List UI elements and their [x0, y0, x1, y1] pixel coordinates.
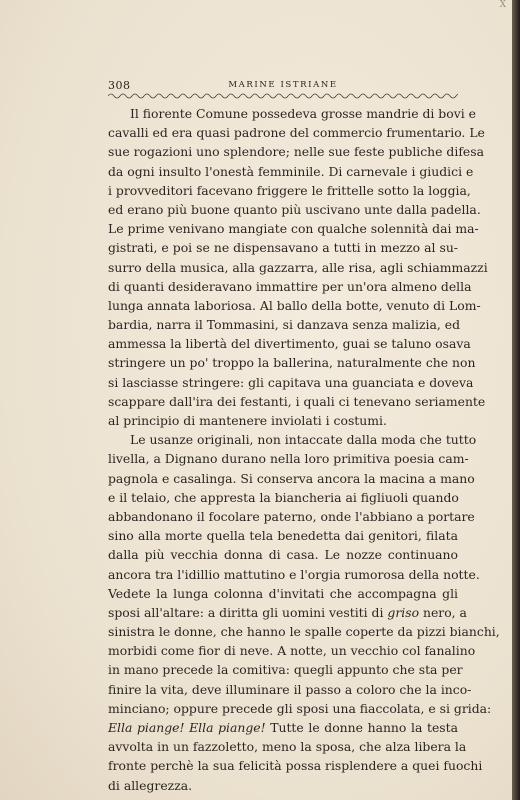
page-number: 308	[108, 79, 131, 92]
text-line: avvolta in un fazzoletto, meno la sposa, che alza libera la	[108, 739, 467, 755]
paragraph	[108, 430, 500, 795]
text-line: i provveditori facevano friggere le frittelle sotto la loggia,	[108, 182, 471, 198]
italic-text: griso	[387, 604, 420, 620]
text-line: Ella piange! Ella piange! Tutte le donne hanno la testa	[108, 720, 458, 735]
text-line: in mano precede la comitiva: quegli appunto che sta per	[108, 662, 463, 678]
text-line: finire la vita, deve illuminare il passo a coloro che la inco-	[108, 681, 472, 697]
italic-text: Ella piange! Ella piange!	[108, 720, 266, 735]
text-line: Le usanze originali, non intaccate dalla moda che tutto	[130, 432, 477, 448]
text-line: bardia, narra il Tommasini, si danzava senza malizia, ed	[108, 317, 461, 333]
text-line: cavalli ed era quasi padrone del commercio frumentario. Le	[108, 125, 485, 141]
body-text	[108, 104, 500, 795]
text-line: sino alla morte quella tela benedetta dai genitori, filata	[108, 528, 458, 544]
text-line: da ogni insulto l'onestà femminile. Di carnevale i giudici e	[108, 163, 474, 179]
corner-mark: X	[499, 0, 506, 10]
text-line: stringere un po' troppo la ballerina, naturalmente che non	[108, 355, 476, 371]
text-line: dalla più vecchia donna di casa. Le nozze continuano	[108, 547, 458, 563]
text-line: ancora tra l'idillio mattutino e l'orgia rumorosa della notte.	[108, 566, 480, 582]
text-line: pagnola e casalinga. Si conserva ancora la macina a mano	[108, 470, 475, 486]
text-line: Vedete la lunga colonna d'invitati che accompagna gli	[108, 585, 458, 601]
text-line: e il telaio, che appresta la biancheria ai figliuoli quando	[108, 489, 459, 505]
text-line: si lasciasse stringere: gli capitava una guanciata e doveva	[108, 374, 474, 390]
text-line: lunga annata laboriosa. Al ballo della botte, venuto di Lom-	[108, 297, 481, 313]
text-line: morbidi come fior di neve. A notte, un vecchio col fanalino	[108, 643, 476, 659]
text-line: ed erano più buone quanto più uscivano unte dalla padella.	[108, 201, 481, 217]
running-title: MARINE ISTRIANE	[228, 80, 338, 90]
page-edge	[512, 0, 520, 800]
text-line: scappare dall'ira dei festanti, i quali ci tenevano seriamente	[108, 393, 486, 409]
text-line: abbandonano il focolare paterno, onde l'abbiano a portare	[108, 508, 475, 524]
header-ornament-rule	[108, 91, 458, 101]
text-line: gistrati, e poi se ne dispensavano a tutti in mezzo al su-	[108, 240, 458, 256]
text-line: di allegrezza.	[108, 777, 193, 793]
paragraph	[108, 104, 488, 430]
text-line: sposi all'altare: a diritta gli uomini vestiti di griso nero, a	[108, 604, 467, 620]
text-line: di quanti desideravano immattire per un'ora almeno della	[108, 278, 472, 294]
text-line: sinistra le donne, che hanno le spalle coperte da pizzi bianchi,	[108, 624, 500, 640]
text-line: al principio di mantenere inviolati i costumi.	[108, 413, 387, 428]
text-line: surro della musica, alla gazzarra, alle risa, agli schiammazzi	[108, 259, 488, 275]
text-line: ammessa la libertà del divertimento, guai se taluno osava	[108, 336, 471, 352]
text-line: minciano; oppure precede gli sposi una fiaccolata, e si grida:	[108, 700, 492, 716]
text-line: fronte perchè la sua felicità possa risplendere a quei fuochi	[108, 758, 483, 774]
text-line: Il fiorente Comune possedeva grosse mandrie di bovi e	[130, 106, 476, 121]
text-line: sue rogazioni uno splendore; nelle sue feste publiche difesa	[108, 144, 484, 160]
text-line: livella, a Dignano durano nella loro primitiva poesia cam-	[108, 451, 469, 467]
text-line: Le prime venivano mangiate con qualche solennità dai ma-	[108, 221, 479, 237]
